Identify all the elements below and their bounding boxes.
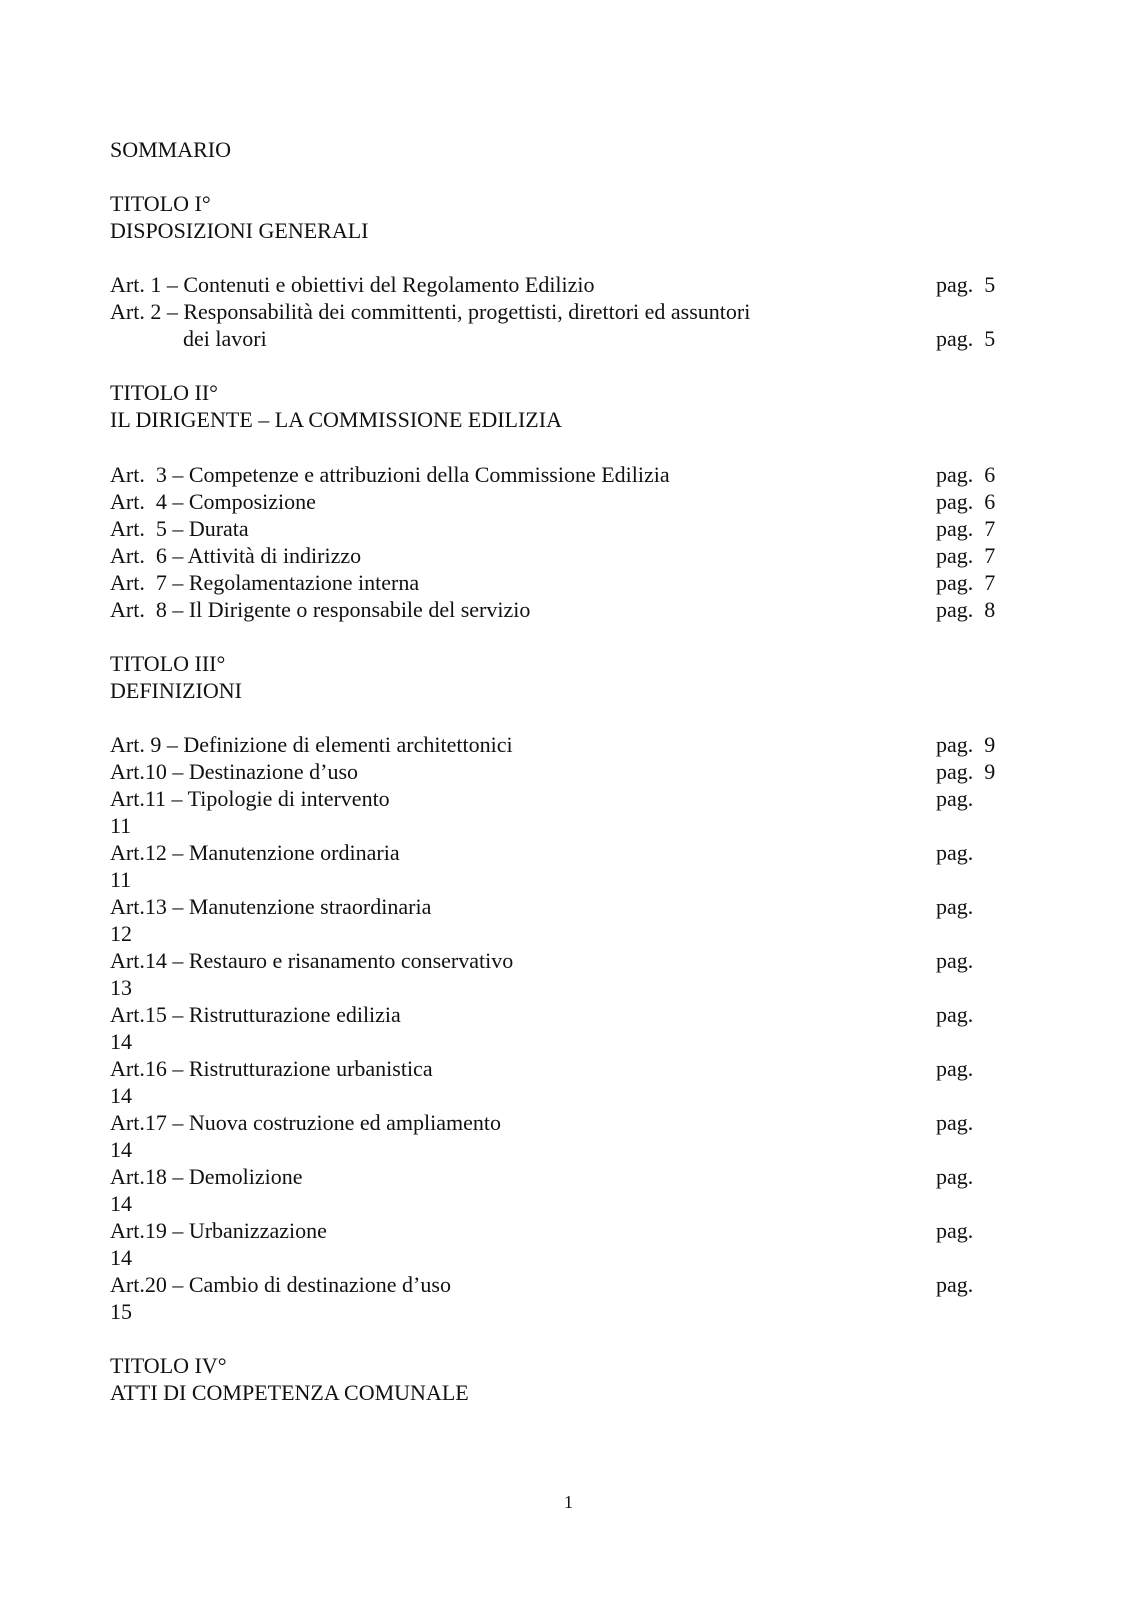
toc-entry-art1: Art. 1 – Contenuti e obiettivi del Regolamento Edilizio [110, 272, 595, 297]
section-label-3: TITOLO III° [110, 651, 226, 676]
toc-entry-art2-cont: dei lavori [183, 326, 267, 351]
toc-page-number-art18: 14 [110, 1191, 132, 1216]
toc-page-number-art16: 14 [110, 1083, 132, 1108]
section-name-1: DISPOSIZIONI GENERALI [110, 218, 369, 243]
toc-page-number-art13: 12 [110, 921, 132, 946]
toc-page-art11: pag. [936, 786, 974, 811]
toc-page-art15: pag. [936, 1002, 974, 1027]
toc-entry-art5: Art. 5 – Durata [110, 516, 249, 541]
toc-entry-art7: Art. 7 – Regolamentazione interna [110, 570, 420, 595]
page-number: 1 [564, 1492, 573, 1512]
toc-entry-art15: Art.15 – Ristrutturazione edilizia [110, 1002, 401, 1027]
toc-page-number-art11: 11 [110, 813, 132, 838]
section-label-1: TITOLO I° [110, 191, 211, 216]
toc-page-art1: pag. 5 [936, 272, 996, 297]
toc-entry-art9: Art. 9 – Definizione di elementi architettonici [110, 732, 513, 757]
toc-entry-art6: Art. 6 – Attività di indirizzo [110, 543, 362, 568]
toc-entry-art10: Art.10 – Destinazione d’uso [110, 759, 359, 784]
toc-page-art13: pag. [936, 894, 974, 919]
toc-page-art8: pag. 8 [936, 597, 996, 622]
toc-entry-art17: Art.17 – Nuova costruzione ed ampliamento [110, 1110, 502, 1135]
toc-page-art16: pag. [936, 1056, 974, 1081]
toc-page-art18: pag. [936, 1164, 974, 1189]
toc-page-art20: pag. [936, 1272, 974, 1297]
toc-entry-art16: Art.16 – Ristrutturazione urbanistica [110, 1056, 433, 1081]
toc-page-number-art17: 14 [110, 1137, 132, 1162]
toc-page-art2: pag. 5 [936, 326, 996, 351]
toc-entry-art13: Art.13 – Manutenzione straordinaria [110, 894, 432, 919]
toc-page-art5: pag. 7 [936, 516, 996, 541]
toc-page-art17: pag. [936, 1110, 974, 1135]
section-name-2: IL DIRIGENTE – LA COMMISSIONE EDILIZIA [110, 407, 562, 432]
toc-page-art10: pag. 9 [936, 759, 996, 784]
section-label-4: TITOLO IV° [110, 1353, 227, 1378]
toc-page-number-art15: 14 [110, 1029, 132, 1054]
toc-page-art3: pag. 6 [936, 462, 996, 487]
section-label-2: TITOLO II° [110, 380, 218, 405]
toc-page-art14: pag. [936, 948, 974, 973]
toc-entry-art18: Art.18 – Demolizione [110, 1164, 303, 1189]
toc-page-art7: pag. 7 [936, 570, 996, 595]
section-name-4: ATTI DI COMPETENZA COMUNALE [110, 1380, 469, 1405]
toc-entry-art4: Art. 4 – Composizione [110, 489, 316, 514]
summary-title: SOMMARIO [110, 137, 232, 162]
toc-page-art6: pag. 7 [936, 543, 996, 568]
toc-entry-art12: Art.12 – Manutenzione ordinaria [110, 840, 400, 865]
toc-page-number-art14: 13 [110, 975, 132, 1000]
toc-page-art9: pag. 9 [936, 732, 996, 757]
toc-page-art19: pag. [936, 1218, 974, 1243]
toc-entry-art3: Art. 3 – Competenze e attribuzioni della Commissione Edilizia [110, 462, 670, 487]
toc-entry-art11: Art.11 – Tipologie di intervento [110, 786, 390, 811]
toc-entry-art8: Art. 8 – Il Dirigente o responsabile del servizio [110, 597, 531, 622]
toc-page-art12: pag. [936, 840, 974, 865]
toc-page-number-art12: 11 [110, 867, 132, 892]
toc-entry-art19: Art.19 – Urbanizzazione [110, 1218, 327, 1243]
toc-page-number-art19: 14 [110, 1245, 132, 1270]
toc-entry-art2: Art. 2 – Responsabilità dei committenti, progettisti, direttori ed assuntori [110, 299, 751, 324]
toc-page-art4: pag. 6 [936, 489, 996, 514]
toc-entry-art14: Art.14 – Restauro e risanamento conservativo [110, 948, 514, 973]
toc-page-number-art20: 15 [110, 1299, 132, 1324]
section-name-3: DEFINIZIONI [110, 678, 242, 703]
toc-entry-art20: Art.20 – Cambio di destinazione d’uso [110, 1272, 451, 1297]
